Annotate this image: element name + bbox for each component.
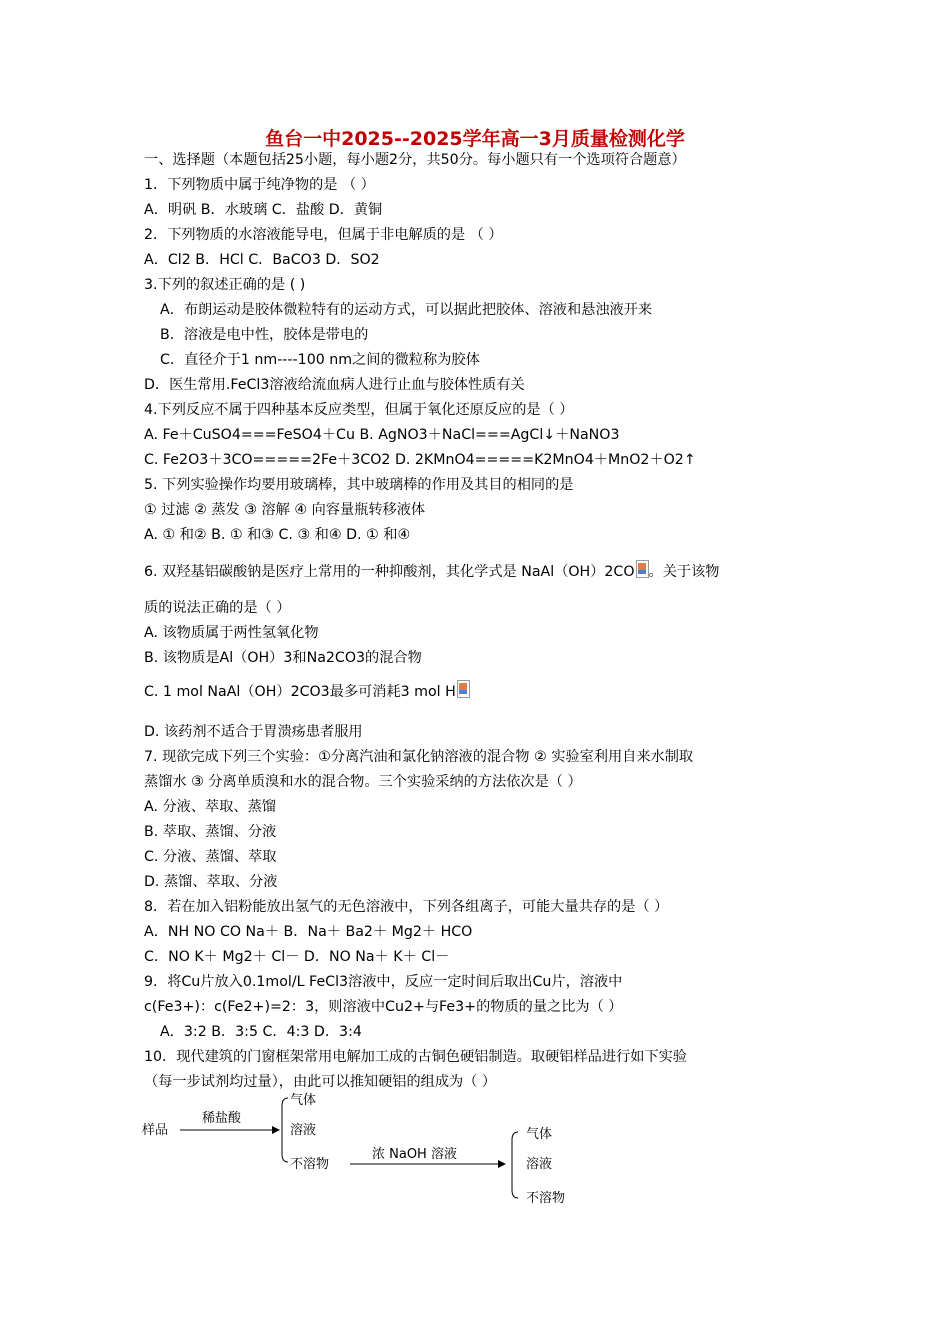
diagram-output-2-solution: 溶液 (526, 1157, 553, 1172)
question-3-option-c: C．直径介于1 nm----100 nm之间的微粒称为胶体 (160, 352, 480, 368)
question-9-options: A．3:2 B．3:5 C．4:3 D．3:4 (160, 1024, 362, 1040)
question-6-option-a: A. 该物质属于两性氢氧化物 (144, 625, 319, 641)
question-6-option-c (144, 680, 470, 702)
diagram-sample-label: 样品 (142, 1123, 169, 1138)
question-1: 1．下列物质中属于纯净物的是 （ ） (144, 177, 375, 193)
question-4: 4.下列反应不属于四种基本反应类型，但属于氧化还原反应的是（ ） (144, 402, 574, 418)
document-title: 鱼台一中2025--2025学年高一3月质量检测化学 (265, 128, 685, 150)
question-7-option-c: C. 分液、蒸馏、萃取 (144, 849, 277, 865)
experiment-flow-diagram (140, 1088, 600, 1208)
diagram-output-2-insoluble: 不溶物 (526, 1191, 566, 1206)
question-4-options-cd: C. Fe2O3＋3CO=====2Fe＋3CO2 D. 2KMnO4=====K2MnO4＋MnO2＋O2↑ (144, 452, 696, 468)
diagram-reagent-1: 稀盐酸 (202, 1111, 242, 1126)
picture-icon (457, 680, 470, 698)
diagram-brace-1 (282, 1098, 288, 1162)
question-3: 3.下列的叙述正确的是 ( ) (144, 277, 306, 293)
question-5-operations: ① 过滤 ② 蒸发 ③ 溶解 ④ 向容量瓶转移液体 (144, 502, 426, 518)
question-7-option-b: B. 萃取、蒸馏、分液 (144, 824, 277, 840)
question-3-option-d: D．医生常用.FeCl3溶液给流血病人进行止血与胶体性质有关 (144, 377, 525, 393)
question-7-cont: 蒸馏水 ③ 分离单质溴和水的混合物。三个实验采纳的方法依次是（ ） (144, 774, 582, 790)
question-2-options: A．Cl2 B．HCl C．BaCO3 D．SO2 (144, 252, 380, 268)
question-4-options-ab: A. Fe＋CuSO4===FeSO4＋Cu B. AgNO3＋NaCl===AgCl↓＋NaNO3 (144, 427, 620, 443)
question-6-option-d: D. 该药剂不适合于胃溃疡患者服用 (144, 724, 363, 740)
question-6-option-b: B. 该物质是Al（OH）3和Na2CO3的混合物 (144, 650, 422, 666)
diagram-reagent-2: 浓 NaOH 溶液 (372, 1147, 457, 1162)
diagram-arrowhead-1 (272, 1126, 280, 1134)
question-5-options: A. ① 和② B. ① 和③ C. ③ 和④ D. ① 和④ (144, 527, 411, 543)
question-7-option-d: D. 蒸馏、萃取、分液 (144, 874, 278, 890)
question-10-cont: （每一步试剂均过量），由此可以推知硬铝的组成为（ ） (144, 1074, 497, 1090)
question-7: 7. 现欲完成下列三个实验：①分离汽油和氯化钠溶液的混合物 ② 实验室利用自来水制取 (144, 749, 694, 765)
question-10: 10．现代建筑的门窗框架常用电解加工成的古铜色硬铝制造。取硬铝样品进行如下实验 (144, 1049, 687, 1065)
diagram-output-1-insoluble: 不溶物 (290, 1157, 330, 1172)
question-3-option-b: B．溶液是电中性，胶体是带电的 (160, 327, 369, 343)
question-5: 5. 下列实验操作均要用玻璃棒，其中玻璃棒的作用及其目的相同的是 (144, 477, 574, 493)
question-6-text-cont: 。关于该物 (648, 564, 720, 580)
question-6-cont: 质的说法正确的是（ ） (144, 600, 291, 616)
diagram-brace-2 (512, 1132, 518, 1198)
question-3-option-a: A．布朗运动是胶体微粒特有的运动方式，可以据此把胶体、溶液和悬浊液开来 (160, 302, 653, 318)
diagram-output-1-gas: 气体 (290, 1093, 317, 1108)
diagram-output-1-solution: 溶液 (290, 1123, 317, 1138)
question-2: 2．下列物质的水溶液能导电，但属于非电解质的是 （ ） (144, 227, 503, 243)
section-heading: 一、选择题（本题包括25小题，每小题2分，共50分。每小题只有一个选项符合题意） (144, 152, 686, 168)
question-8-options-ab: A．NH NO CO Na＋ B．Na＋ Ba2＋ Mg2＋ HCO (144, 924, 473, 940)
question-9-cont: c(Fe3+)：c(Fe2+)=2：3，则溶液中Cu2+与Fe3+的物质的量之比为（ ） (144, 999, 623, 1015)
question-7-option-a: A. 分液、萃取、蒸馏 (144, 799, 276, 815)
question-9: 9．将Cu片放入0.1mol/L FeCl3溶液中，反应一定时间后取出Cu片，溶液中 (144, 974, 623, 990)
question-8: 8．若在加入铝粉能放出氢气的无色溶液中，下列各组离子，可能大量共存的是（ ） (144, 899, 669, 915)
question-6-option-c-text: C. 1 mol NaAl（OH）2CO3最多可消耗3 mol H (144, 684, 456, 700)
question-6-text: 6. 双羟基铝碳酸钠是医疗上常用的一种抑酸剂，其化学式是 NaAl（OH）2CO (144, 564, 635, 580)
question-8-options-cd: C．NO K＋ Mg2＋ Cl－ D．NO Na＋ K＋ Cl－ (144, 949, 450, 965)
question-1-options: A．明矾 B．水玻璃 C．盐酸 D．黄铜 (144, 202, 383, 218)
diagram-arrowhead-2 (498, 1160, 506, 1168)
question-6 (144, 560, 719, 582)
picture-icon (636, 560, 649, 578)
diagram-output-2-gas: 气体 (526, 1127, 553, 1142)
